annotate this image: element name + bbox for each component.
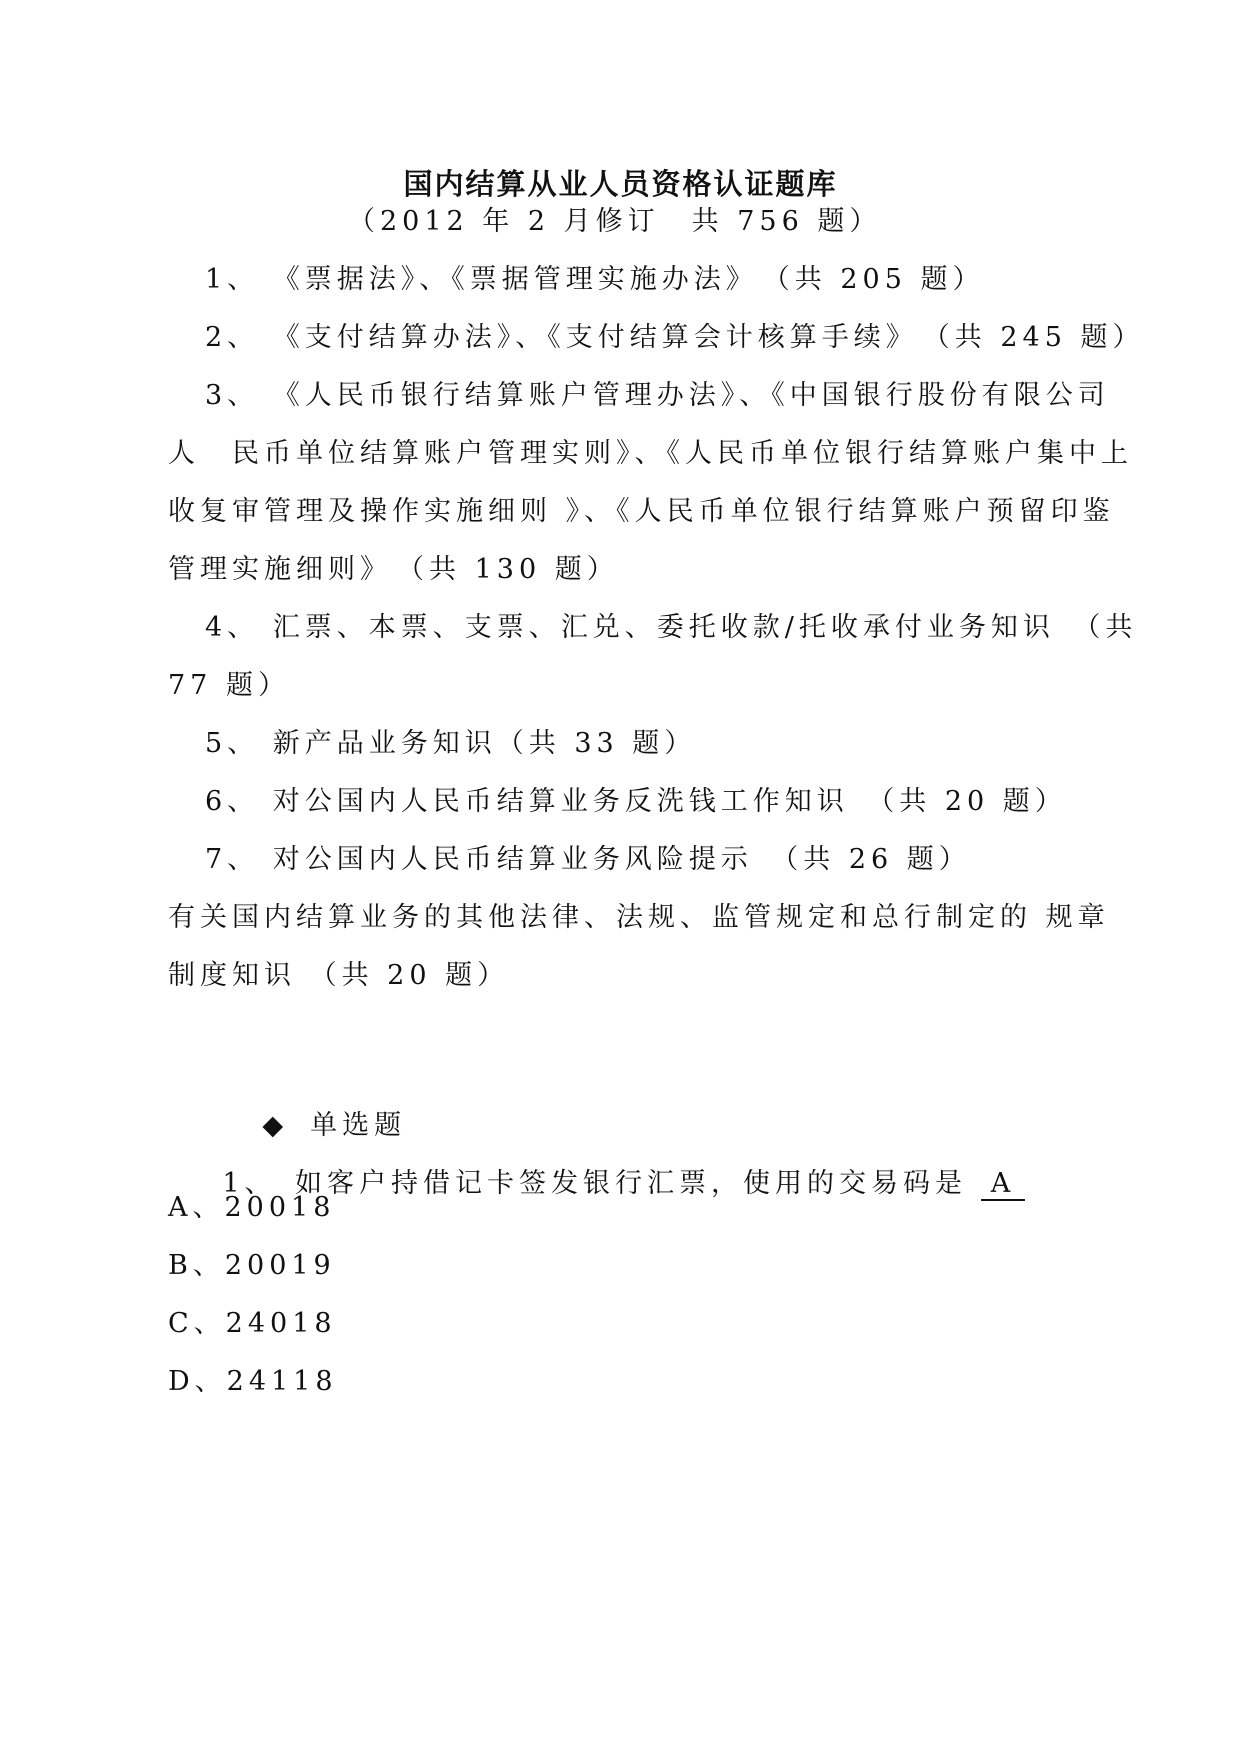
toc-item-7: 7、 对公国内人民币结算业务风险提示 （共 26 题） <box>205 844 971 875</box>
toc-other-line-2: 制度知识 （共 20 题） <box>168 960 510 991</box>
toc-item-4-line-1: 4、 汇票、本票、支票、汇兑、委托收款/托收承付业务知识 （共 <box>205 612 1138 643</box>
toc-item-4-line-2: 77 题） <box>168 670 290 701</box>
document-title: 国内结算从业人员资格认证题库 <box>403 167 838 201</box>
toc-item-1: 1、 《票据法》、《票据管理实施办法》 （共 205 题） <box>205 264 985 295</box>
toc-item-3-line-4: 管理实施细则》 （共 130 题） <box>168 554 619 585</box>
answer-blank: A <box>981 1169 1025 1201</box>
toc-item-5: 5、 新产品业务知识（共 33 题） <box>205 728 697 759</box>
toc-item-3-line-3: 收复审管理及操作实施细则 》、《人民币单位银行结算账户预留印鉴 <box>168 496 1115 527</box>
toc-item-2: 2、 《支付结算办法》、《支付结算会计核算手续》 （共 245 题） <box>205 322 1145 353</box>
option-b: B、20019 <box>168 1250 336 1281</box>
option-d: D、24118 <box>168 1366 338 1397</box>
toc-item-3-line-1: 3、 《人民币银行结算账户管理办法》、《中国银行股份有限公司 <box>205 380 1110 411</box>
toc-item-6: 6、 对公国内人民币结算业务反洗钱工作知识 （共 20 题） <box>205 786 1067 817</box>
option-a: A、20018 <box>168 1192 336 1223</box>
document-subtitle: （2012 年 2 月修订 共 756 题） <box>348 206 882 237</box>
option-c: C、24018 <box>168 1308 337 1339</box>
section-label: 单选题 <box>310 1110 407 1141</box>
toc-other-line-1: 有关国内结算业务的其他法律、法规、监管规定和总行制定的 规章 <box>168 902 1110 933</box>
diamond-bullet-icon: ◆ <box>262 1110 289 1141</box>
question-text: 1、 如客户持借记卡签发银行汇票，使用的交易码是 <box>222 1168 968 1199</box>
toc-item-3-line-2: 人 民币单位结算账户管理实则》、《人民币单位银行结算账户集中上 <box>168 438 1133 469</box>
